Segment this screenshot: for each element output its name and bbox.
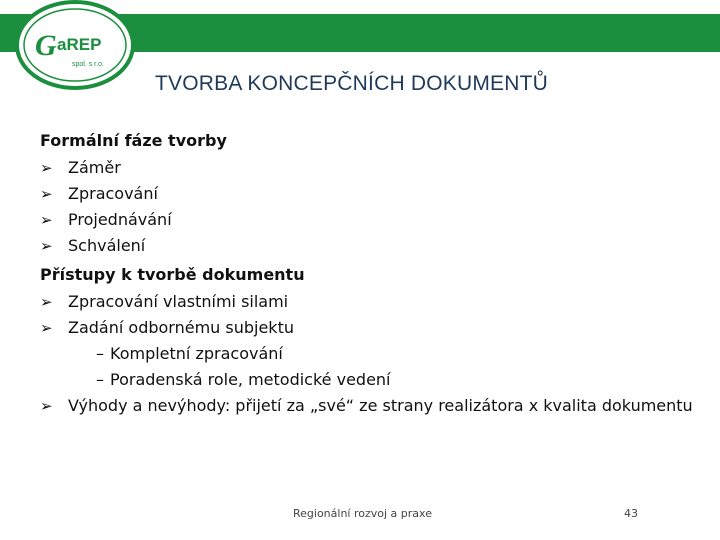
arrow-bullet-icon: ➢ <box>40 185 53 203</box>
footer-text: Regionální rozvoj a praxe <box>293 507 432 520</box>
svg-text:spol. s r.o.: spol. s r.o. <box>72 61 104 68</box>
arrow-bullet-icon: ➢ <box>40 293 53 311</box>
arrow-bullet-icon: ➢ <box>40 237 53 255</box>
list-item: ➢ Zpracování <box>40 181 700 207</box>
dash-bullet-icon: – <box>96 344 104 363</box>
list-item: ➢ Projednávání <box>40 207 700 233</box>
section-heading-phases: Formální fáze tvorby <box>40 131 227 150</box>
arrow-bullet-icon: ➢ <box>40 319 53 337</box>
page-number: 43 <box>624 507 638 520</box>
dash-bullet-icon: – <box>96 370 104 389</box>
svg-text:aREP: aREP <box>57 35 102 54</box>
list-item: ➢ Zpracování vlastními silami <box>40 289 700 315</box>
list-item: ➢ Zadání odbornému subjektu <box>40 315 700 341</box>
svg-text:G: G <box>35 29 57 62</box>
list-item: ➢ Výhody a nevýhody: přijetí za „své“ ze strany realizátora x kvalita dokumentu <box>40 393 700 419</box>
arrow-bullet-icon: ➢ <box>40 159 53 177</box>
page-title: TVORBA KONCEPČNÍCH DOKUMENTŮ <box>155 72 548 95</box>
sub-list-item: – Kompletní zpracování <box>40 341 700 367</box>
list-item: ➢ Záměr <box>40 155 700 181</box>
sub-list-item: – Poradenská role, metodické vedení <box>40 367 700 393</box>
arrow-bullet-icon: ➢ <box>40 397 53 415</box>
arrow-bullet-icon: ➢ <box>40 211 53 229</box>
garep-logo <box>14 0 136 90</box>
section-heading-approaches: Přístupy k tvorbě dokumentu <box>40 265 305 284</box>
list-item: ➢ Schválení <box>40 233 700 259</box>
slide-content <box>40 127 700 419</box>
